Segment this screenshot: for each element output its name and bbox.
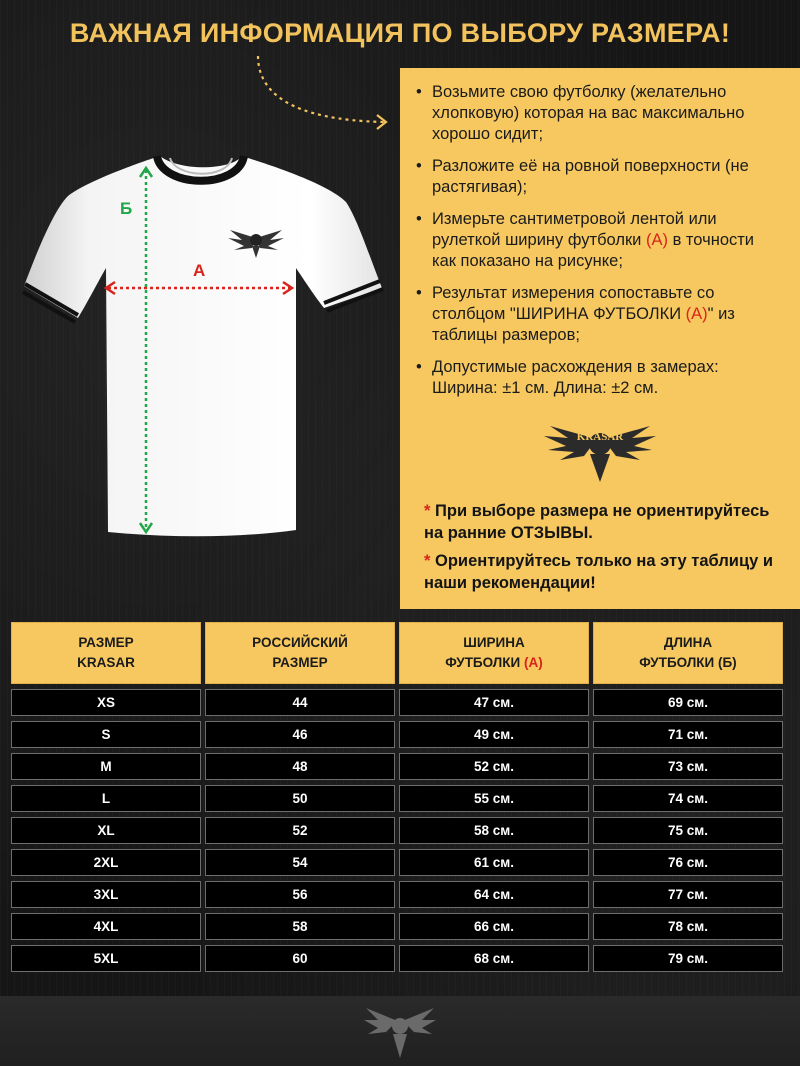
cell-width: 52 см. [399,753,589,780]
cell-russian-size: 48 [205,753,395,780]
cell-length: 78 см. [593,913,783,940]
cell-size: XS [11,689,201,716]
cell-width: 55 см. [399,785,589,812]
cell-russian-size: 58 [205,913,395,940]
table-row [11,689,783,716]
warning-note: * Ориентируйтесь только на эту таблицу и наши рекомендации! [424,552,773,592]
cell-russian-size: 54 [205,849,395,876]
tshirt-body [24,156,382,536]
header-russian-size: РОССИЙСКИЙ РАЗМЕР [205,622,395,684]
header-size-krasar: РАЗМЕР KRASAR [11,622,201,684]
cell-size: XL [11,817,201,844]
cell-size: S [11,721,201,748]
table-row [11,881,783,908]
cell-size: L [11,785,201,812]
cell-width: 68 см. [399,945,589,972]
cell-length: 69 см. [593,689,783,716]
table-row [11,817,783,844]
table-row [11,913,783,940]
cell-length: 74 см. [593,785,783,812]
instruction-item: • Возьмите свою футболку (желательно хлопковую) которая на вас максимально хорошо сидит; [414,82,778,145]
cell-length: 77 см. [593,881,783,908]
table-header-row [11,622,783,684]
krasar-eagle-logo [540,420,660,490]
tshirt-illustration [20,150,390,545]
cell-width: 61 см. [399,849,589,876]
instruction-item: • Измерьте сантиметровой лентой или рулеткой ширину футболки (А) в точности как показано на рисунке; [414,209,778,272]
instruction-item: • Результат измерения сопоставьте со столбцом "ШИРИНА ФУТБОЛКИ (А)" из таблицы размеров; [414,283,778,346]
cell-width: 49 см. [399,721,589,748]
cell-russian-size: 52 [205,817,395,844]
table-row [11,849,783,876]
cell-russian-size: 46 [205,721,395,748]
warning-note: * При выборе размера не ориентируйтесь на ранние ОТЗЫВЫ. [424,502,770,542]
cell-russian-size: 50 [205,785,395,812]
cell-size: 3XL [11,881,201,908]
cell-width: 66 см. [399,913,589,940]
table-row [11,945,783,972]
cell-length: 76 см. [593,849,783,876]
logo-text: KRASAR [576,431,624,443]
table-row [11,753,783,780]
table-row [11,785,783,812]
width-mark: (А) [685,305,708,323]
measure-label-b: Б [120,199,133,218]
cell-length: 75 см. [593,817,783,844]
instructions-list [414,82,778,399]
cell-length: 71 см. [593,721,783,748]
cell-width: 64 см. [399,881,589,908]
header-shirt-width: ШИРИНА ФУТБОЛКИ (А) [399,622,589,684]
dotted-arrow-icon [250,52,400,132]
size-table [7,617,787,977]
table-row [11,721,783,748]
cell-width: 58 см. [399,817,589,844]
cell-size: 4XL [11,913,201,940]
header-shirt-length: ДЛИНА ФУТБОЛКИ (Б) [593,622,783,684]
measure-label-a: А [193,261,206,280]
instruction-item: • Разложите её на ровной поверхности (не растягивая); [414,156,778,198]
footer-band [0,996,800,1066]
cell-length: 79 см. [593,945,783,972]
cell-size: M [11,753,201,780]
page-title: ВАЖНАЯ ИНФОРМАЦИЯ ПО ВЫБОРУ РАЗМЕРА! [69,18,731,48]
cell-length: 73 см. [593,753,783,780]
cell-width: 47 см. [399,689,589,716]
footer-eagle-logo [362,1000,438,1064]
instructions-panel [400,68,800,609]
cell-russian-size: 60 [205,945,395,972]
cell-size: 2XL [11,849,201,876]
instruction-item: • Допустимые расхождения в замерах: Ширина: ±1 см. Длина: ±2 см. [414,357,778,399]
cell-russian-size: 56 [205,881,395,908]
cell-size: 5XL [11,945,201,972]
cell-russian-size: 44 [205,689,395,716]
width-mark: (А) [645,231,668,249]
warning-notes [424,500,784,600]
